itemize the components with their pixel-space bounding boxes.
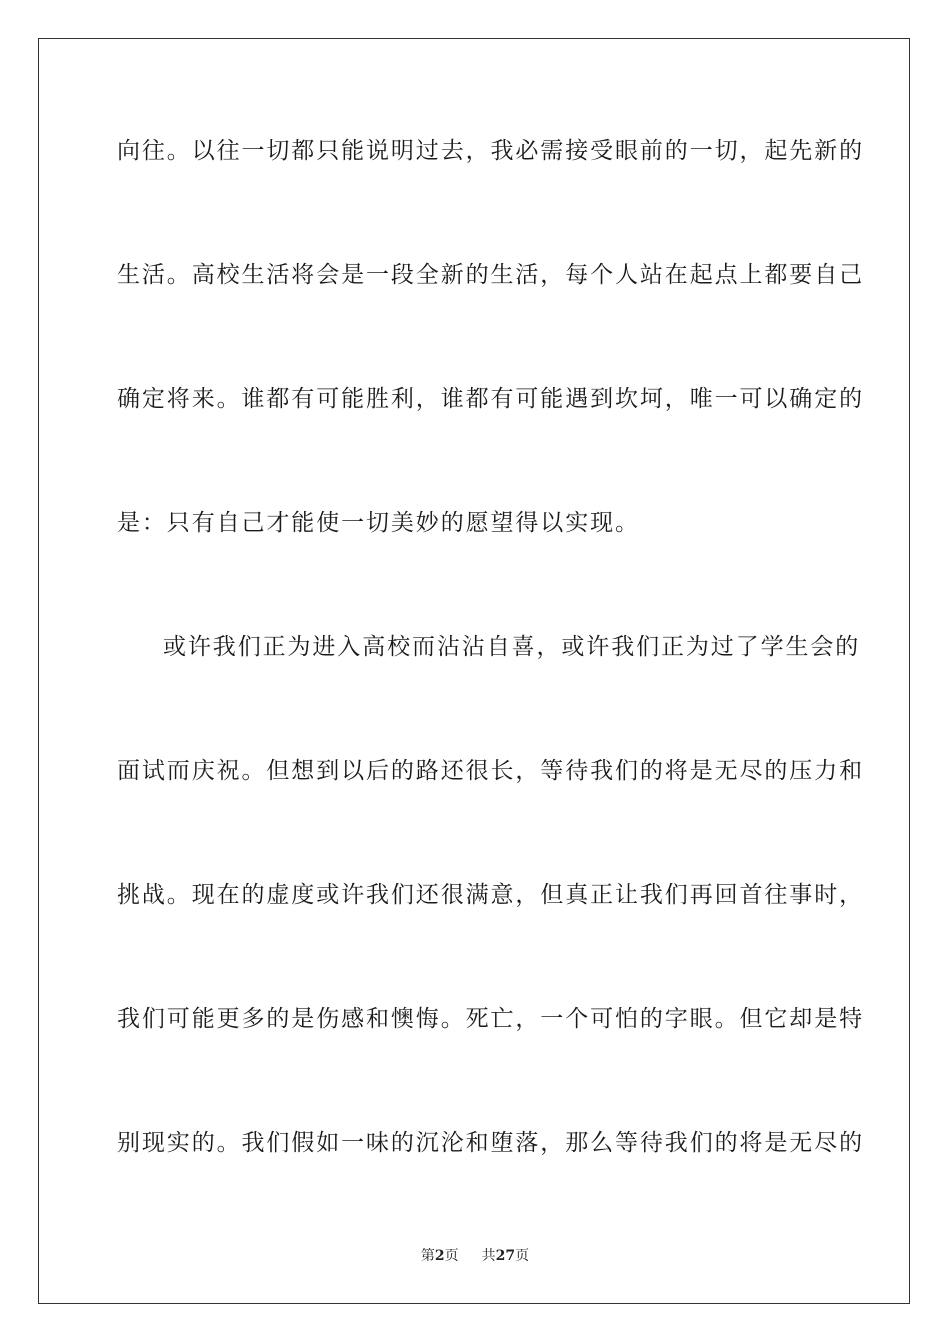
total-label-prefix: 共 [481, 1248, 496, 1264]
body-text-line-6: 面试而庆祝。但想到以后的路还很长，等待我们的将是无尽的压力和 [117, 758, 864, 784]
total-page-count: 27 [495, 1248, 516, 1264]
body-text-line-3: 确定将来。谁都有可能胜利，谁都有可能遇到坎坷，唯一可以确定的 [117, 386, 864, 412]
page-label-prefix: 第 [420, 1248, 435, 1264]
body-text-line-9: 别现实的。我们假如一味的沉沦和堕落，那么等待我们的将是无尽的 [117, 1130, 864, 1156]
total-label-suffix: 页 [515, 1248, 530, 1264]
page-border [38, 38, 910, 1304]
body-text-line-7: 挑战。现在的虚度或许我们还很满意，但真正让我们再回首往事时， [117, 882, 864, 908]
body-text-line-8: 我们可能更多的是伤感和懊悔。死亡，一个可怕的字眼。但它却是特 [117, 1006, 864, 1032]
page-label-suffix: 页 [444, 1248, 459, 1264]
body-text-line-4: 是：只有自己才能使一切美妙的愿望得以实现。 [117, 510, 640, 536]
page-footer [0, 1247, 950, 1265]
body-text-line-5-paragraph-start: 或许我们正为进入高校而沾沾自喜，或许我们正为过了学生会的 [163, 634, 861, 660]
body-text-line-2: 生活。高校生活将会是一段全新的生活，每个人站在起点上都要自己 [117, 262, 864, 288]
body-text-line-1: 向往。以往一切都只能说明过去，我必需接受眼前的一切，起先新的 [117, 138, 864, 164]
current-page-number: 2 [434, 1248, 445, 1264]
